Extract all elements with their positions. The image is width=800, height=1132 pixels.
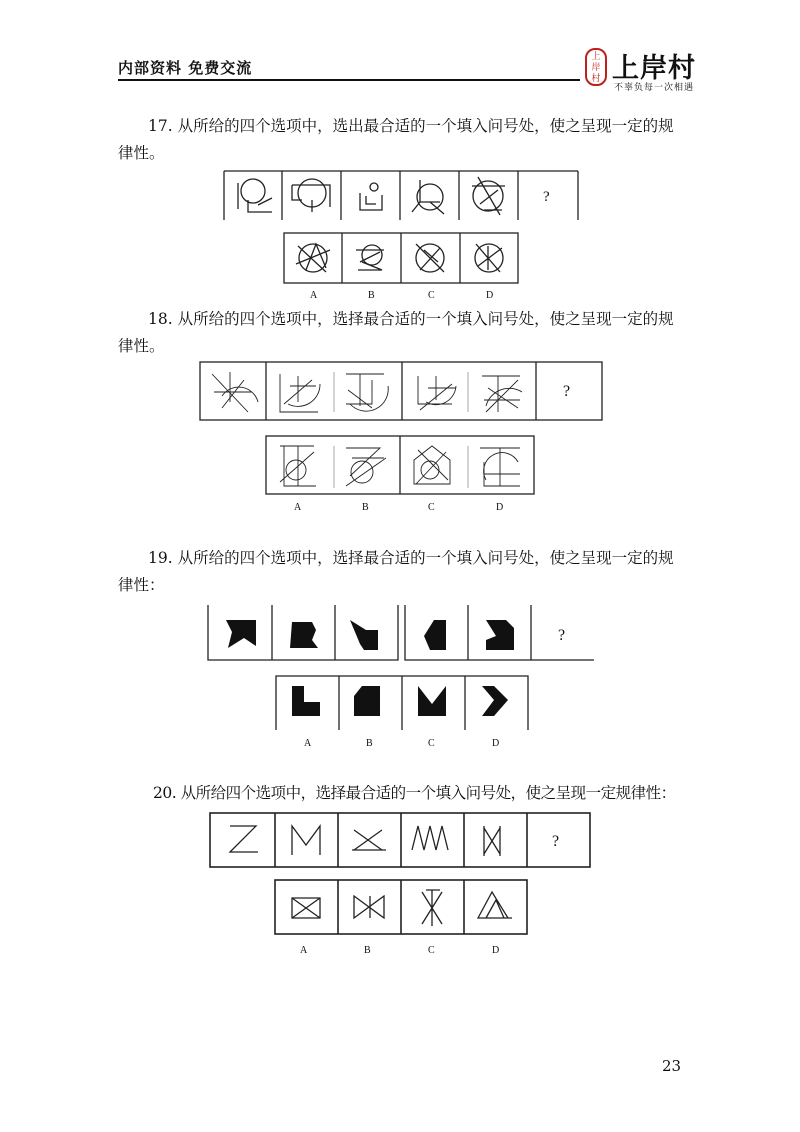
q19-option-label: D — [492, 738, 500, 749]
q18-question-mark: ? — [563, 383, 571, 400]
q18-option-label: A — [294, 502, 302, 513]
question-19-text: 19. 从所给的四个选项中，选择最合适的一个填入问号处，使之呈现一定的规律性： — [118, 549, 674, 594]
q19-figure-row — [208, 605, 594, 660]
q17-option-label: D — [486, 290, 494, 301]
q17-options-row — [284, 233, 518, 283]
q18-option-label: D — [496, 502, 504, 513]
q18-option-label: C — [428, 502, 435, 513]
q17-option-label: B — [368, 290, 375, 301]
brand-name: 上岸村 — [612, 53, 696, 84]
q20-figure-row — [210, 813, 590, 867]
q19-options-row — [276, 676, 528, 730]
q20-option-label: A — [300, 945, 308, 956]
question-18-text: 18. 从所给的四个选项中，选择最合适的一个填入问号处，使之呈现一定的规律性。 — [118, 310, 674, 355]
brand-slogan: 不辜负每一次相遇 — [614, 83, 695, 93]
q18-options-row — [266, 436, 534, 494]
header-title: 内部资料 免费交流 — [118, 59, 253, 77]
q20-option-label: D — [492, 945, 500, 956]
question-20-text: 20. 从所给四个选项中，选择最合适的一个填入问号处，使之呈现一定规律性： — [153, 784, 676, 802]
q19-option-label: C — [428, 738, 435, 749]
q19-question-mark: ? — [558, 627, 566, 644]
q20-options-row — [275, 880, 527, 934]
q19-option-label: B — [366, 738, 373, 749]
page-number: 23 — [662, 1057, 682, 1075]
brand-seal-logo: 上 岸 村 — [585, 48, 607, 86]
q19-option-label: A — [304, 738, 312, 749]
q17-question-mark: ? — [543, 189, 550, 205]
question-17-text: 17. 从所给的四个选项中，选出最合适的一个填入问号处，使之呈现一定的规律性。 — [118, 117, 674, 162]
q20-option-label: B — [364, 945, 371, 956]
q17-option-label: A — [310, 290, 318, 301]
q17-figure-row — [224, 171, 578, 220]
q17-option-label: C — [428, 290, 435, 301]
q20-question-mark: ? — [552, 833, 560, 850]
q20-option-label: C — [428, 945, 435, 956]
q18-figure-row — [200, 362, 602, 420]
q18-option-label: B — [362, 502, 369, 513]
